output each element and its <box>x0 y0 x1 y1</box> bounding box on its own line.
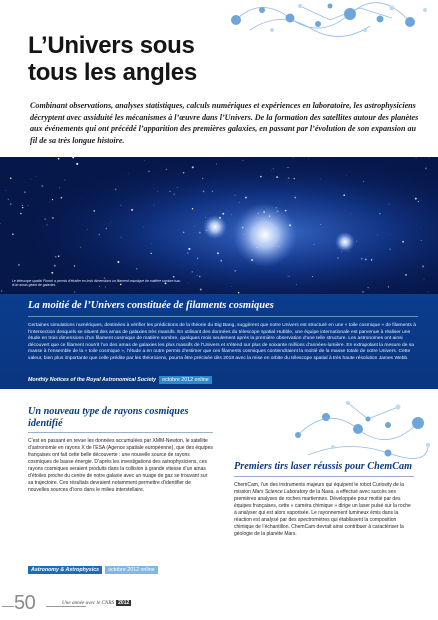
star <box>166 169 167 170</box>
article-chemcam-body <box>234 482 414 538</box>
star <box>402 241 404 243</box>
star <box>10 203 11 204</box>
star <box>65 179 66 180</box>
star <box>251 259 253 261</box>
star <box>239 202 240 203</box>
star <box>197 258 198 259</box>
star <box>285 210 287 212</box>
star <box>421 240 422 241</box>
footer-publication <box>62 600 131 606</box>
star <box>220 260 221 261</box>
page-number: 50 <box>14 592 36 614</box>
star <box>52 199 53 200</box>
star <box>108 223 109 224</box>
star <box>183 172 184 173</box>
star <box>205 217 206 218</box>
star <box>361 258 362 259</box>
star <box>203 191 205 193</box>
intro-paragraph: Combinant observations, analyses statistiques, calculs numériques et expériences en laboratoire, les astrophysiciens décryptent avec assiduité les mécanismes à l’œuvre dans l’Univers. De la formation des satellites autour des planètes aux événements qui ont précédé l’apparition des premières galaxies, en passant par l’évolution de son expansion au fil de sa très longue histoire. <box>30 101 419 145</box>
star <box>377 235 378 236</box>
article-cosmic-rays-source-date: octobre 2012 online <box>105 566 158 574</box>
star <box>74 291 75 292</box>
star <box>276 207 277 208</box>
star <box>321 179 322 180</box>
star <box>58 255 59 256</box>
star <box>212 191 213 192</box>
star <box>312 276 313 277</box>
star <box>12 233 14 235</box>
star <box>219 217 221 219</box>
star <box>217 252 219 254</box>
star <box>192 208 193 209</box>
star <box>111 222 112 223</box>
star <box>170 191 171 192</box>
star <box>145 161 146 162</box>
star <box>49 202 50 203</box>
feature-title: La moitié de l’Univers constituée de filaments cosmiques <box>28 300 274 311</box>
star <box>243 234 244 235</box>
star <box>136 268 137 269</box>
star <box>93 210 95 212</box>
star <box>289 276 290 277</box>
star <box>365 259 367 261</box>
star <box>418 201 419 202</box>
star <box>34 277 35 278</box>
star <box>197 275 198 276</box>
star <box>234 270 236 272</box>
article-cosmic-rays-source-name: Astronomy & Astrophysics <box>28 566 102 574</box>
star <box>346 175 347 176</box>
image-caption: Le télescope spatial Planck a permis d’étudier en trois dimensions un filament cosmique de matière sombre issu d’un amas géant de galaxies. <box>12 279 181 288</box>
star <box>10 177 12 179</box>
star <box>106 228 107 229</box>
star <box>222 213 224 215</box>
star <box>157 191 158 192</box>
footer-year-badge: 2012 <box>118 600 130 606</box>
star <box>294 197 296 199</box>
molecule-doodle-bottom <box>288 395 438 470</box>
star <box>389 204 390 205</box>
star <box>128 174 129 175</box>
star <box>76 163 78 165</box>
star <box>287 167 288 168</box>
article-cosmic-rays <box>28 406 213 494</box>
article-cosmic-rays-source <box>28 566 158 574</box>
star <box>143 227 144 228</box>
feature-divider <box>28 316 418 317</box>
star <box>192 166 194 168</box>
star <box>294 178 295 179</box>
article-cosmic-rays-divider <box>28 432 213 433</box>
star <box>131 209 133 211</box>
star <box>348 252 349 253</box>
title-container <box>28 32 228 86</box>
star <box>245 197 247 199</box>
star <box>428 291 429 292</box>
star <box>115 189 117 191</box>
star <box>154 205 155 206</box>
star <box>80 247 81 248</box>
star <box>41 185 43 187</box>
star <box>188 283 189 284</box>
star <box>269 215 270 216</box>
star <box>51 272 53 274</box>
star <box>120 205 121 206</box>
star <box>351 213 352 214</box>
star <box>363 181 364 182</box>
star <box>256 217 257 218</box>
star <box>405 274 407 276</box>
star <box>151 243 152 244</box>
star <box>293 157 294 158</box>
galaxy-field-image <box>0 157 438 294</box>
star <box>260 176 262 178</box>
star <box>59 187 60 188</box>
star <box>279 246 280 247</box>
article-chemcam <box>234 461 414 538</box>
star <box>174 193 175 194</box>
star <box>74 265 75 266</box>
article-cosmic-rays-body: C’est en passant en revue les données accumulées par XMM-Newton, le satellite d’astronomie en rayons X de l’ESA (Agence spatiale européenne), que des équipes françaises ont fait cette belle découverte : une nouvelle source de rayons cosmiques de basse énergie. D’après les investigations des astrophysiciens, ces rayons cosmiques seraient produits dans la collision à grande vitesse d’un amas d’étoiles proche du centre de notre galaxie avec un nuage de gaz se trouvant sur sa trajectoire. Ces résultats devraient notamment permettre d’identifier de nouvelles sources d’ions dans le milieu interstellaire. <box>28 438 213 493</box>
star <box>289 224 291 226</box>
star <box>44 218 46 220</box>
star <box>371 259 372 260</box>
star <box>35 176 36 177</box>
star <box>390 249 391 250</box>
star <box>368 287 369 288</box>
star <box>379 213 380 214</box>
star <box>31 179 32 180</box>
article-chemcam-mission-name: Mars Science Laboratory <box>252 488 308 495</box>
star <box>337 257 339 259</box>
star <box>206 230 208 232</box>
star <box>46 224 47 225</box>
star <box>54 265 56 267</box>
star <box>276 176 278 178</box>
star <box>415 198 417 200</box>
star <box>422 265 424 267</box>
star <box>215 234 216 235</box>
star <box>320 224 321 225</box>
star <box>8 199 10 201</box>
star <box>121 237 122 238</box>
star <box>28 205 29 206</box>
star <box>273 168 274 169</box>
star <box>20 213 22 215</box>
footer-rule-left <box>2 606 14 607</box>
star <box>256 247 257 248</box>
star <box>202 178 203 179</box>
star <box>429 157 430 158</box>
star <box>173 276 175 278</box>
star <box>425 167 427 169</box>
star <box>391 235 392 236</box>
star <box>258 213 259 214</box>
star <box>343 194 345 196</box>
star <box>87 229 88 230</box>
star <box>216 164 217 165</box>
star <box>288 276 289 277</box>
star <box>99 234 101 236</box>
star <box>199 276 200 277</box>
feature-body: Certaines simulations numériques, destinées à vérifier les prédictions de la théorie du Big Bang, suggèrent que notre Univers est structuré en une « toile cosmique » de filaments à l’intersection desquels se situent des amas de galaxies très massifs. En utilisant des données du télescope spatial Hubble, une équipe internationale est parvenue à réaliser une étude en trois dimensions d’un filament cosmique de matière sombre, quelques mois seulement après la première observation d’une telle structure. Les astronomes ont ainsi découvert que ce filament nourrit l’un des amas de galaxies les plus massifs de l’Univers et s’étend sur plus de soixante millions d’années-lumière. En extrapolant la mesure de sa masse à l’ensemble de la « toile cosmique », l’étude a en outre permis d’estimer que ces filaments cosmiques contiendraient la moitié de la masse totale de notre Univers. Cette valeur, bien plus importante que celle prédite par les théoriciens, pourra être précisée dès 2018 avec la mise en orbite du télescope spatial à très haute résolution James Webb. <box>28 323 416 361</box>
star <box>424 279 425 280</box>
star <box>388 286 389 287</box>
star <box>61 197 63 199</box>
star <box>188 248 190 250</box>
article-chemcam-title: Premiers tirs laser réussis pour ChemCam <box>234 461 413 472</box>
star <box>314 244 315 245</box>
star <box>235 195 236 196</box>
article-chemcam-body-part2: de la Nasa, a effectué avec succès ses premières analyses de roches martiennes. Développée pour moitié par des équipes françaises, cette « caméra chimique » dirige un laser pulsé sur la roche à analyser qui est alors vaporisée. Le rayonnement lumineux émis dans la réaction est analysé par des spectromètres qui établissent la composition chimique de l’échantillon. ChemCam devrait ainsi contribuer à caractériser la géologie de la planète Mars. <box>234 488 411 537</box>
star <box>187 252 189 254</box>
star <box>362 291 364 293</box>
star <box>192 271 193 272</box>
star <box>1 290 3 292</box>
star <box>177 187 178 188</box>
star <box>74 162 75 163</box>
star <box>199 232 201 234</box>
star <box>200 289 202 291</box>
star <box>242 227 244 229</box>
starfield-graphic <box>0 157 438 294</box>
star <box>22 205 23 206</box>
article-cosmic-rays-title: Un nouveau type de rayons cosmiques identifié <box>28 406 189 429</box>
star <box>6 190 7 191</box>
star <box>288 177 290 179</box>
feature-source-name: Monthly Notices of the Royal Astronomical Society <box>28 376 157 383</box>
star <box>148 171 150 173</box>
star <box>22 207 23 208</box>
star <box>194 226 195 227</box>
star <box>356 241 357 242</box>
star <box>341 252 342 253</box>
feature-source-date: octobre 2012 online <box>159 376 212 384</box>
star <box>24 192 25 193</box>
page-title: L’Univers sous tous les angles <box>28 32 197 86</box>
star <box>18 264 20 266</box>
star <box>151 253 152 254</box>
star <box>58 158 60 160</box>
star <box>117 261 119 263</box>
star <box>242 160 243 161</box>
star <box>183 232 185 234</box>
star <box>308 159 309 160</box>
star <box>55 256 57 258</box>
article-chemcam-body-part1: ChemCam, l’un des instruments majeurs qui équipent le robot Curiosity de la mission <box>234 481 405 495</box>
star <box>231 286 232 287</box>
star <box>267 209 268 210</box>
star <box>231 214 232 215</box>
footer-rule-right <box>46 606 86 607</box>
article-chemcam-divider <box>234 476 414 477</box>
feature-source <box>28 375 212 384</box>
star <box>277 210 279 212</box>
star <box>296 284 297 285</box>
star <box>263 211 265 213</box>
star <box>271 170 272 171</box>
star <box>52 217 54 219</box>
footer-publication-name: Une année avec le CNRS <box>62 600 115 606</box>
